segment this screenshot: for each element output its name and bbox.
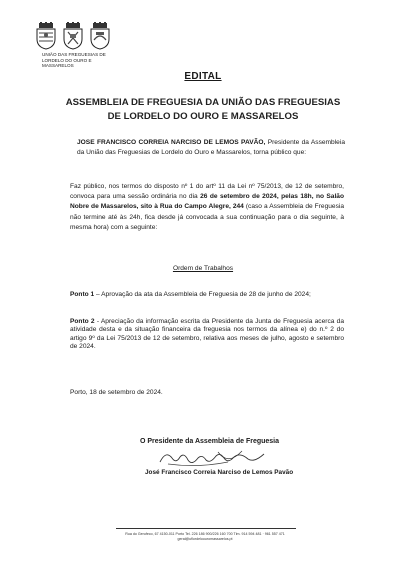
footer-email: geral@uflordeloouromassarelos.pt [177,537,233,542]
footer [100,532,310,542]
agenda-title: Ordem de Trabalhos [172,265,234,272]
org-name [28,52,118,69]
notice-text-1: Faz público, nos termos do disposto nº 1 do artº 11 da Lei nº 75/2013, de 12 de setembro, convoca para uma sessão ordinária no dia [70,183,344,201]
signature-title: O Presidente da Assembleia de Freguesia [140,438,280,445]
agenda-point-2 [70,318,344,352]
crest-icon [34,22,58,50]
agenda-point-1 [70,290,344,300]
intro-text: Presidente da Assembleia da União das Freguesias de Lordelo do Ouro e Massarelos, torna público que: [77,139,345,157]
org-name-line2: LORDELO DO OURO E MASSARELOS [42,57,92,69]
signatory-name: José Francisco Correia Narciso de Lemos Pavão [145,469,294,476]
place-date: Porto, 18 de setembro de 2024. [70,389,163,396]
heading-line2: DE LORDELO DO OURO E MASSARELOS [107,111,299,122]
intro-paragraph [77,138,345,158]
point1-label: Ponto 1 [70,291,95,298]
crests [28,22,118,50]
footer-address: Rua do Gerufeco, 67 4150-011 Porto Tel. 226 186 900/226 160 700 Tlm. 914 594 481 · 961 557 471 [125,532,285,536]
point1-text: – Aprovação da ata da Assembleia de Freguesia de 28 de junho de 2024; [94,291,311,298]
notice-text-2: (caso a Assembleia de Freguesia não termine até às 24h, fica desde já convocada a sua continuação para o dia seguinte, à mesma hora) com a seguinte: [70,203,344,231]
notice-paragraph [70,182,344,233]
meeting-details: 26 de setembro de 2024, pelas 18h, no Salão Nobre de Massarelos, sito à Rua do Campo Alegre, 244 [70,193,344,211]
heading-line1: ASSEMBLEIA DE FREGUESIA DA UNIÃO DAS FREGUESIAS [65,97,341,108]
document-title: EDITAL [184,71,222,82]
crest-icon [88,22,112,50]
crest-icon [61,22,85,50]
document-heading [40,96,366,124]
header-logo [28,22,118,69]
president-name: JOSE FRANCISCO CORREIA NARCISO DE LEMOS PAVÃO, [77,139,266,146]
org-name-line1: UNIÃO DAS FREGUESIAS DE [42,52,106,57]
footer-divider [116,528,296,529]
point2-label: Ponto 2 [70,318,95,325]
point2-text: - Apreciação da informação escrita da Presidente da Junta de Freguesia acerca da atividade desta e da situação financeira da freguesia nos termos da alínea e) do n.º 2 do artigo 9º da Lei 75/2013 de 12 de setembro, relativa aos meses de julho, agosto e setembro de 2024. [70,318,344,351]
